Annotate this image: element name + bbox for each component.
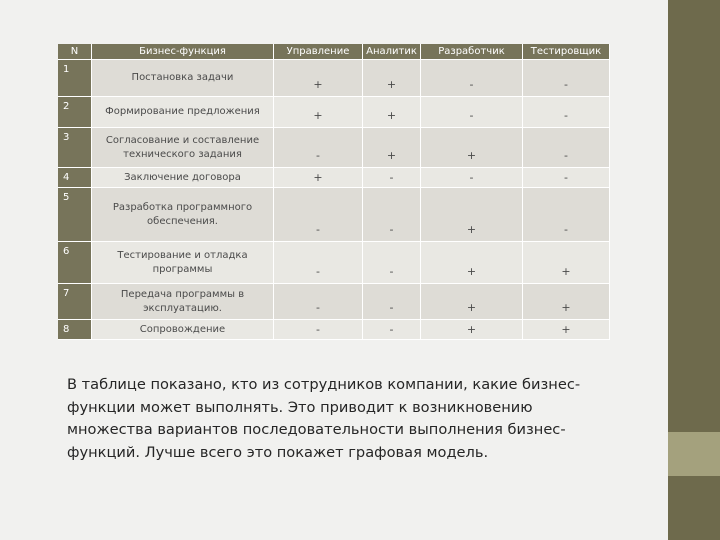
tester-mark-cell: - — [523, 97, 610, 128]
developer-mark-cell: + — [421, 320, 523, 340]
tester-mark-cell: + — [523, 284, 610, 320]
management-mark-cell: + — [274, 168, 363, 188]
band-segment-dark-bottom — [668, 476, 720, 540]
management-mark-cell: - — [274, 320, 363, 340]
row-number-cell: 1 — [58, 60, 92, 97]
responsibility-table — [58, 44, 610, 340]
business-function-cell: Постановка задачи — [92, 60, 274, 97]
developer-mark-cell: - — [421, 97, 523, 128]
row-number-cell: 2 — [58, 97, 92, 128]
header-management: Управление — [274, 44, 363, 60]
analyst-mark-cell: + — [363, 60, 421, 97]
analyst-mark-cell: + — [363, 97, 421, 128]
management-mark-cell: - — [274, 284, 363, 320]
analyst-mark-cell: - — [363, 320, 421, 340]
business-function-cell: Заключение договора — [92, 168, 274, 188]
caption-text: В таблице показано, кто из сотрудников компании, какие бизнес-функции может выполнять. Это приводит к возникновению множества вариантов последовательности выполнения бизнес-функций. Лучше всего это покажет графовая модель. — [67, 376, 581, 461]
row-number-cell: 6 — [58, 242, 92, 284]
header-tester: Тестировщик — [523, 44, 610, 60]
developer-mark-cell: - — [421, 168, 523, 188]
developer-mark-cell: - — [421, 60, 523, 97]
business-function-cell: Сопровождение — [92, 320, 274, 340]
tester-mark-cell: - — [523, 60, 610, 97]
management-mark-cell: + — [274, 97, 363, 128]
header-analyst: Аналитик — [363, 44, 421, 60]
tester-mark-cell: - — [523, 168, 610, 188]
decorative-side-band — [668, 0, 720, 540]
row-number-cell: 7 — [58, 284, 92, 320]
management-mark-cell: - — [274, 242, 363, 284]
management-mark-cell: + — [274, 60, 363, 97]
row-number-cell: 4 — [58, 168, 92, 188]
tester-mark-cell: - — [523, 188, 610, 242]
row-number-cell: 8 — [58, 320, 92, 340]
business-function-cell: Передача программы в эксплуатацию. — [92, 284, 274, 320]
row-number-cell: 5 — [58, 188, 92, 242]
header-n: N — [58, 44, 92, 60]
business-function-cell: Формирование предложения — [92, 97, 274, 128]
row-number-cell: 3 — [58, 128, 92, 168]
analyst-mark-cell: - — [363, 168, 421, 188]
developer-mark-cell: + — [421, 284, 523, 320]
tester-mark-cell: + — [523, 242, 610, 284]
business-function-cell: Разработка программного обеспечения. — [92, 188, 274, 242]
band-segment-dark-top — [668, 0, 720, 432]
developer-mark-cell: + — [421, 188, 523, 242]
header-developer: Разработчик — [421, 44, 523, 60]
business-function-cell: Тестирование и отладка программы — [92, 242, 274, 284]
tester-mark-cell: - — [523, 128, 610, 168]
developer-mark-cell: + — [421, 128, 523, 168]
developer-mark-cell: + — [421, 242, 523, 284]
management-mark-cell: - — [274, 188, 363, 242]
management-mark-cell: - — [274, 128, 363, 168]
tester-mark-cell: + — [523, 320, 610, 340]
analyst-mark-cell: - — [363, 284, 421, 320]
analyst-mark-cell: + — [363, 128, 421, 168]
business-function-cell: Согласование и составление технического задания — [92, 128, 274, 168]
band-segment-light — [668, 432, 720, 476]
analyst-mark-cell: - — [363, 188, 421, 242]
header-business-function: Бизнес-функция — [92, 44, 274, 60]
analyst-mark-cell: - — [363, 242, 421, 284]
